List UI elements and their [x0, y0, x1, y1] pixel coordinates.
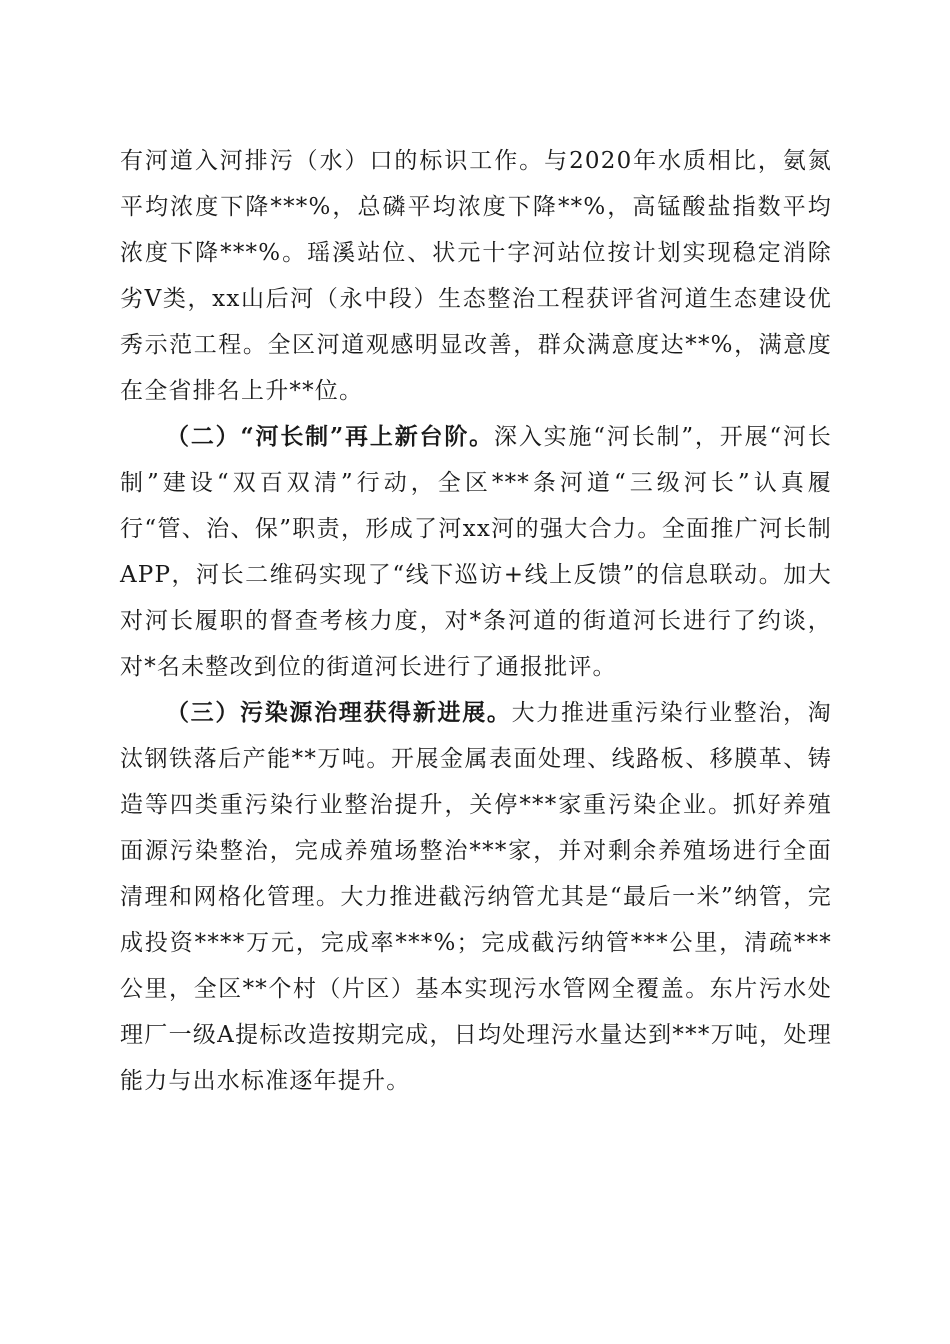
section-heading: （三）污染源治理获得新进展。 — [166, 699, 512, 726]
paragraph-river-chief-system — [120, 414, 832, 690]
paragraph-water-quality — [120, 138, 832, 414]
paragraph-pollution-control — [120, 690, 832, 1104]
document-body — [120, 138, 832, 1104]
paragraph-text: 有河道入河排污（水）口的标识工作。与2020年水质相比，氨氮平均浓度下降***%，总磷平均浓度下降**%，高锰酸盐指数平均浓度下降***%。瑶溪站位、状元十字河站位按计划实现稳定消除劣Ⅴ类，xx山后河（永中段）生态整治工程获评省河道生态建设优秀示范工程。全区河道观感明显改善，群众满意度达**%，满意度在全省排名上升**位。 — [120, 148, 832, 404]
paragraph-text: 大力推进重污染行业整治，淘汰钢铁落后产能**万吨。开展金属表面处理、线路板、移膜革、铸造等四类重污染行业整治提升，关停***家重污染企业。抓好养殖面源污染整治，完成养殖场整治***家，并对剩余养殖场进行全面清理和网格化管理。大力推进截污纳管尤其是“最后一米”纳管，完成投资****万元，完成率***%；完成截污纳管***公里，清疏***公里，全区**个村（片区）基本实现污水管网全覆盖。东片污水处理厂一级A提标改造按期完成，日均处理污水量达到***万吨，处理能力与出水标准逐年提升。 — [120, 700, 832, 1094]
section-heading: （二）“河长制”再上新台阶。 — [166, 423, 494, 450]
paragraph-text: 深入实施“河长制”，开展“河长制”建设“双百双清”行动，全区***条河道“三级河长”认真履行“管、治、保”职责，形成了河xx河的强大合力。全面推广河长制APP，河长二维码实现了“线下巡访+线上反馈”的信息联动。加大对河长履职的督查考核力度，对*条河道的街道河长进行了约谈，对*名未整改到位的街道河长进行了通报批评。 — [120, 424, 833, 680]
